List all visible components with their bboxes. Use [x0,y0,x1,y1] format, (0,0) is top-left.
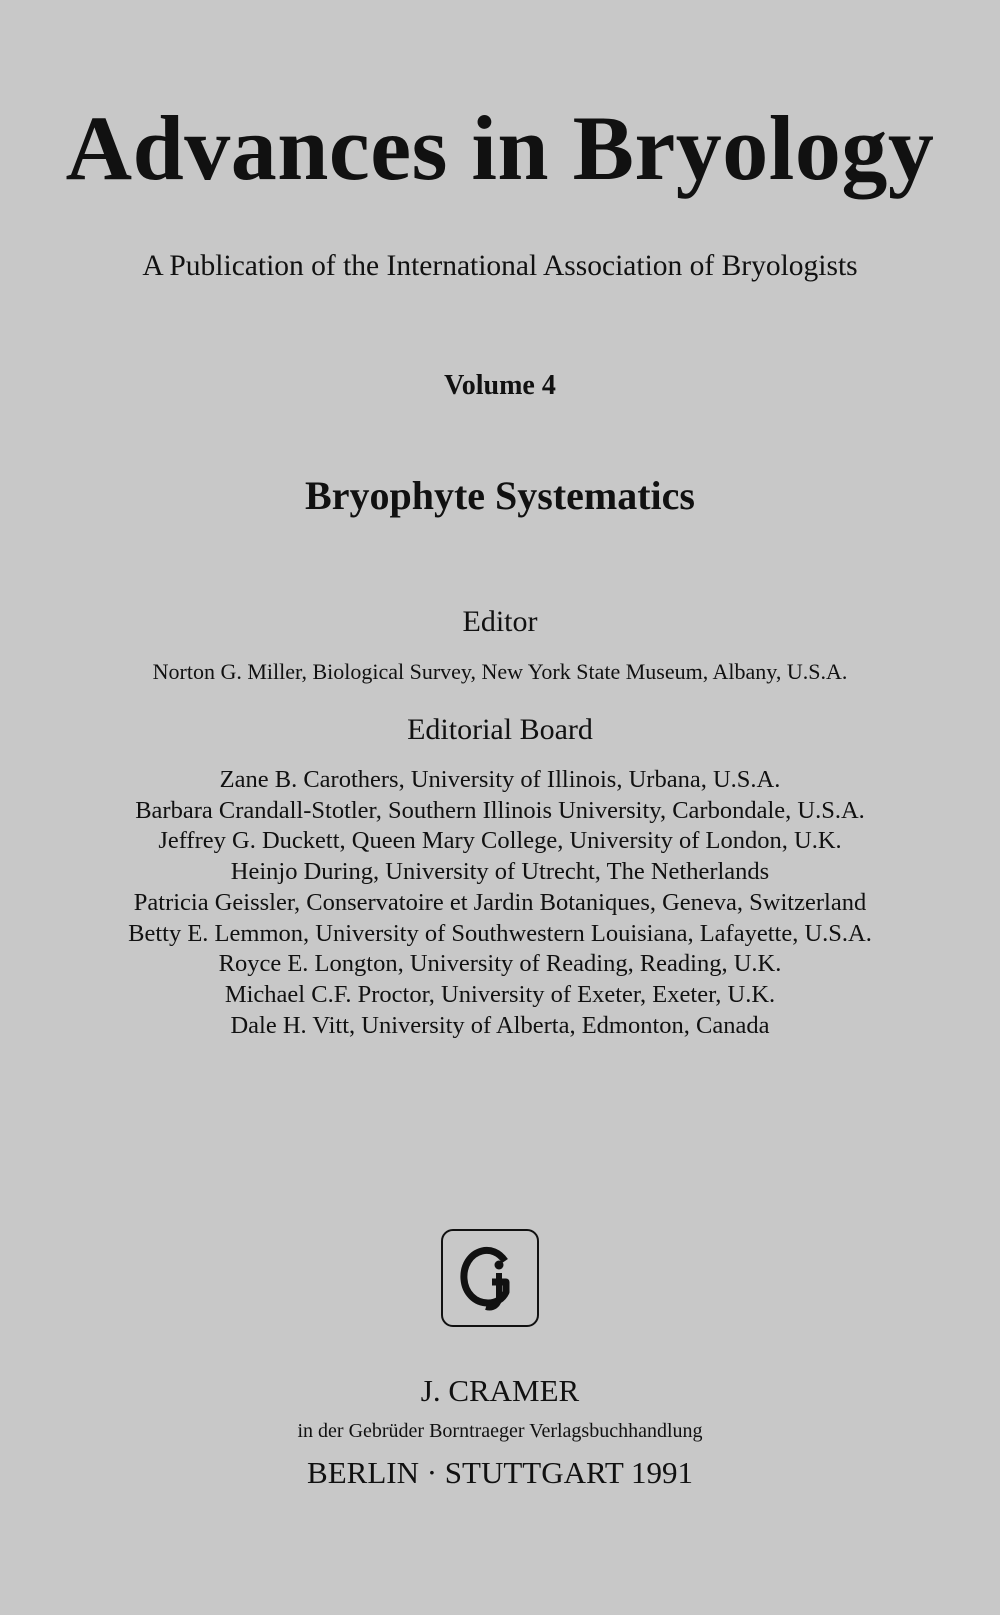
publisher-logo-icon [443,1231,536,1324]
editorial-board-heading: Editorial Board [407,713,593,746]
publisher-imprint: in der Gebrüder Borntraeger Verlagsbuchhandlung [297,1420,703,1442]
board-member: Dale H. Vitt, University of Alberta, Edmonton, Canada [230,1011,770,1039]
volume-title: Bryophyte Systematics [305,473,695,518]
board-member: Barbara Crandall-Stotler, Southern Illinois University, Carbondale, U.S.A. [135,796,865,824]
editor-heading: Editor [462,605,538,638]
publisher-name: J. CRAMER [420,1373,580,1408]
editorial-board-list [0,765,1000,1041]
series-title: Advances in Bryology [65,97,935,199]
board-member: Heinjo During, University of Utrecht, The Netherlands [230,858,770,886]
board-member: Jeffrey G. Duckett, Queen Mary College, University of London, U.K. [158,827,842,855]
editor-entry: Norton G. Miller, Biological Survey, New York State Museum, Albany, U.S.A. [152,659,848,684]
board-member: Betty E. Lemmon, University of Southwestern Louisiana, Lafayette, U.S.A. [128,919,872,947]
publisher-logo [441,1229,539,1327]
board-member: Patricia Geissler, Conservatoire et Jardin Botaniques, Geneva, Switzerland [133,888,867,916]
series-subtitle: A Publication of the International Association of Bryologists [142,250,858,282]
board-member: Royce E. Longton, University of Reading, Reading, U.K. [218,950,782,978]
board-member: Zane B. Carothers, University of Illinois, Urbana, U.S.A. [219,766,781,793]
publication-place-year: BERLIN · STUTTGART 1991 [307,1455,693,1490]
board-member: Michael C.F. Proctor, University of Exeter, Exeter, U.K. [224,980,776,1008]
volume-label: Volume 4 [444,370,556,401]
